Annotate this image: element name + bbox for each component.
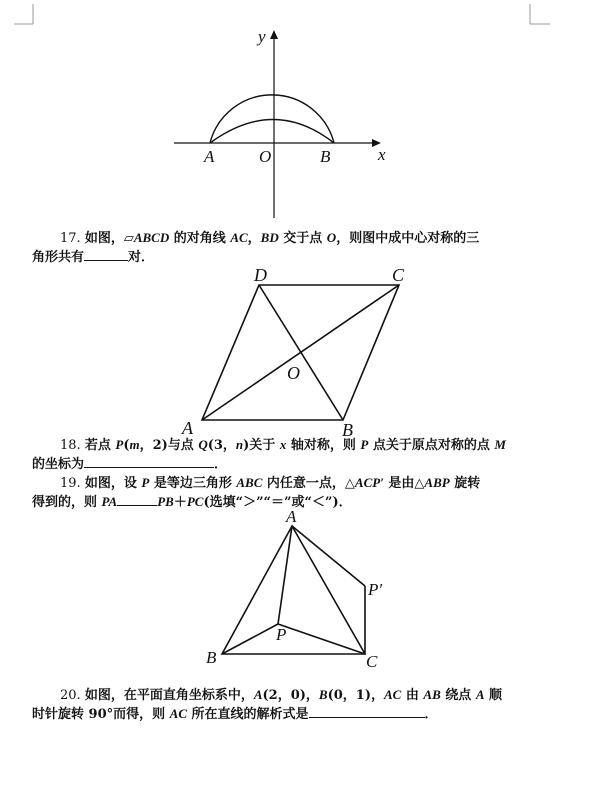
q19-text-5: 旋转 <box>449 476 481 491</box>
q17-text-2: 交于点 <box>278 231 327 246</box>
label-A: A <box>204 147 215 166</box>
label-B: B <box>342 420 353 438</box>
q18-text-4: (3， <box>207 438 236 453</box>
q18-x: x <box>279 437 287 452</box>
q19-text-2: 是等边三角形 <box>149 476 237 491</box>
q20-b: B <box>318 687 328 702</box>
diagonal-bd <box>259 285 343 420</box>
q20-text-4: 由 <box>401 688 424 703</box>
label-C: C <box>392 265 405 285</box>
parallelogram-symbol: ▱ <box>123 231 134 246</box>
q17-line2 <box>32 248 154 267</box>
q17-answer-blank[interactable] <box>84 248 128 261</box>
q20-text-2: (2，0)， <box>262 688 319 703</box>
q20-text-7: 时针旋转 90°而得，则 <box>32 707 170 722</box>
label-P-prime: P′ <box>368 580 383 599</box>
q18-n: n <box>235 437 244 452</box>
q19-p: P <box>141 475 150 490</box>
crop-mark-right <box>522 0 562 26</box>
q18-text-6: 轴对称，则 <box>286 438 361 453</box>
q17-text-4: 角形共有 <box>32 250 85 265</box>
q19-pb: PB <box>157 494 174 509</box>
figure-triangle-rotation <box>200 508 400 672</box>
label-B: B <box>206 648 217 667</box>
q17-number: 17. <box>60 231 81 246</box>
q18-p: P <box>115 437 124 452</box>
q17-line1 <box>60 229 479 248</box>
q19-text-6: 得到的，则 <box>32 495 102 510</box>
q17-comma: ， <box>247 231 261 246</box>
q19-answer-blank[interactable] <box>117 493 157 506</box>
segment-ap-prime <box>292 526 365 586</box>
q20-a: A <box>253 687 263 702</box>
q19-pa: PA <box>101 494 118 509</box>
q17-text-1: 的对角线 <box>169 231 231 246</box>
q18-text-2: ( <box>123 438 130 453</box>
q20-ac: AC <box>384 687 402 702</box>
q18-m: m <box>129 437 140 452</box>
label-x: x <box>378 145 386 164</box>
q19-text-1: 如图，设 <box>84 476 142 491</box>
q20-ac2: AC <box>169 706 187 721</box>
q19-pc: PC <box>186 494 204 509</box>
q17-abcd: ABCD <box>133 230 170 245</box>
q20-number: 20. <box>60 688 81 703</box>
q17-o: O <box>326 230 337 245</box>
q18-text-3: ，2)与点 <box>139 438 199 453</box>
label-A: A <box>182 418 193 438</box>
label-O: O <box>259 147 272 166</box>
q19-abc: ABC <box>236 475 263 490</box>
label-D: D <box>254 265 267 285</box>
label-O: O <box>287 363 300 383</box>
q17-text-pre: 如图， <box>84 231 124 246</box>
q18-answer-blank[interactable] <box>84 455 214 468</box>
q20-answer-blank[interactable] <box>309 705 425 718</box>
q17-bd: BD <box>260 230 279 245</box>
q20-text-8: 所在直线的解析式是 <box>187 707 309 722</box>
q18-line1 <box>60 436 506 455</box>
q18-text-9: ． <box>214 457 228 472</box>
q17-ac: AC <box>230 230 248 245</box>
y-axis-arrow <box>270 30 278 39</box>
label-B: B <box>320 147 331 166</box>
q20-line2 <box>32 705 438 724</box>
label-P: P <box>276 625 287 644</box>
q18-mm: M <box>494 437 506 452</box>
q20-text-6: 顺 <box>484 688 503 703</box>
q19-line1 <box>60 474 480 493</box>
q18-number: 18. <box>60 438 81 453</box>
q19-text-3: 内任意一点，△ <box>262 476 355 491</box>
q20-text-9: ． <box>424 707 438 722</box>
crop-mark-left <box>0 0 40 26</box>
q20-a2: A <box>475 687 485 702</box>
q19-text-7: (选填“＞”“＝”或“＜”)． <box>203 495 352 510</box>
q18-q: Q <box>198 437 208 452</box>
q18-line2 <box>32 455 227 474</box>
q20-text-1: 如图，在平面直角坐标系中， <box>84 688 254 703</box>
q20-ab: AB <box>423 687 441 702</box>
figure-coordinate-arcs <box>170 26 400 222</box>
q19-abp: ABP <box>424 475 450 490</box>
inner-arc <box>210 120 334 144</box>
q19-text-4: 是由△ <box>383 476 425 491</box>
label-A: A <box>286 508 297 526</box>
label-y: y <box>258 27 266 46</box>
triangle-abc <box>222 526 365 654</box>
q17-text-3: ，则图中成中心对称的三 <box>336 231 480 246</box>
segment-pa <box>278 526 292 624</box>
q19-number: 19. <box>60 476 81 491</box>
q20-text-3: (0，1)， <box>327 688 384 703</box>
q18-text-7: 点关于原点对称的点 <box>368 438 495 453</box>
q18-text-1: 若点 <box>84 438 116 453</box>
segment-pc <box>278 624 365 654</box>
figure-parallelogram <box>170 262 420 438</box>
q19-plus: ＋ <box>173 495 187 510</box>
q17-text-5: 对． <box>128 250 155 265</box>
q18-p2: P <box>360 437 369 452</box>
q18-text-8: 的坐标为 <box>32 457 85 472</box>
q20-text-5: 绕点 <box>440 688 476 703</box>
q19-acp: ACP′ <box>354 475 384 490</box>
q20-line1 <box>60 686 502 705</box>
label-C: C <box>366 652 378 671</box>
q18-text-5: )关于 <box>243 438 280 453</box>
